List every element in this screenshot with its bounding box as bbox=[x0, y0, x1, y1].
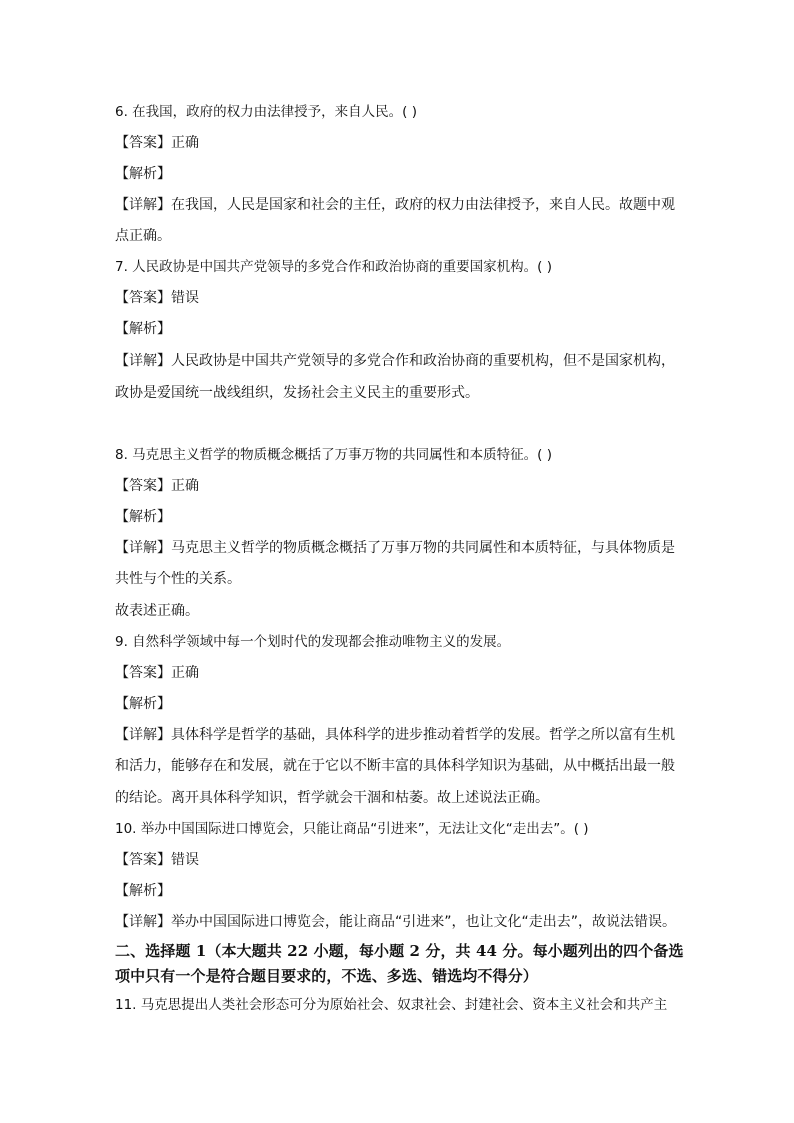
analysis-label-9: 【解析】 bbox=[115, 696, 171, 712]
question-8: 8. 马克思主义哲学的物质概念概括了万事万物的共同属性和本质特征。( ) bbox=[115, 447, 552, 463]
answer-6: 【答案】正确 bbox=[115, 135, 199, 151]
analysis-label-6: 【解析】 bbox=[115, 166, 171, 182]
answer-9: 【答案】正确 bbox=[115, 665, 199, 681]
detail-8-line-3: 故表述正确。 bbox=[115, 603, 199, 619]
analysis-label-8: 【解析】 bbox=[115, 509, 171, 525]
answer-8: 【答案】正确 bbox=[115, 478, 199, 494]
detail-6-line-1: 【详解】在我国，人民是国家和社会的主任，政府的权力由法律授予，来自人民。故题中观 bbox=[115, 197, 675, 213]
detail-6-line-2: 点正确。 bbox=[115, 228, 171, 244]
question-11: 11. 马克思提出人类社会形态可分为原始社会、奴隶社会、封建社会、资本主义社会和共产主 bbox=[115, 997, 668, 1013]
question-6: 6. 在我国，政府的权力由法律授予，来自人民。( ) bbox=[115, 104, 417, 120]
section-2-heading-line-1: 二、选择题 1（本大题共 22 小题，每小题 2 分，共 44 分。每小题列出的四个备选 bbox=[115, 942, 684, 960]
detail-9-line-3: 的结论。离开具体科学知识，哲学就会干涸和枯萎。故上述说法正确。 bbox=[115, 790, 549, 806]
section-2-heading-line-2: 项中只有一个是符合题目要求的，不选、多选、错选均不得分） bbox=[115, 967, 538, 985]
detail-9-line-2: 和活力，能够存在和发展，就在于它以不断丰富的具体科学知识为基础，从中概括出最一般 bbox=[115, 758, 675, 774]
detail-9-line-1: 【详解】具体科学是哲学的基础，具体科学的进步推动着哲学的发展。哲学之所以富有生机 bbox=[115, 727, 675, 743]
question-7: 7. 人民政协是中国共产党领导的多党合作和政治协商的重要国家机构。( ) bbox=[115, 259, 552, 275]
detail-8-line-2: 共性与个性的关系。 bbox=[115, 571, 241, 587]
question-9: 9. 自然科学领域中每一个划时代的发现都会推动唯物主义的发展。 bbox=[115, 634, 511, 650]
question-10: 10. 举办中国国际进口博览会，只能让商品“引进来”，无法让文化“走出去”。( ) bbox=[115, 821, 589, 837]
answer-7: 【答案】错误 bbox=[115, 290, 199, 306]
answer-10: 【答案】错误 bbox=[115, 852, 199, 868]
analysis-label-7: 【解析】 bbox=[115, 321, 171, 337]
detail-7-line-2: 政协是爱国统一战线组织，发扬社会主义民主的重要形式。 bbox=[115, 385, 479, 401]
detail-7-line-1: 【详解】人民政协是中国共产党领导的多党合作和政治协商的重要机构，但不是国家机构， bbox=[115, 353, 675, 369]
detail-8-line-1: 【详解】马克思主义哲学的物质概念概括了万事万物的共同属性和本质特征，与具体物质是 bbox=[115, 540, 675, 556]
detail-10-line-1: 【详解】举办中国国际进口博览会，能让商品“引进来”，也让文化“走出去”，故说法错误。 bbox=[115, 914, 677, 930]
analysis-label-10: 【解析】 bbox=[115, 883, 171, 899]
